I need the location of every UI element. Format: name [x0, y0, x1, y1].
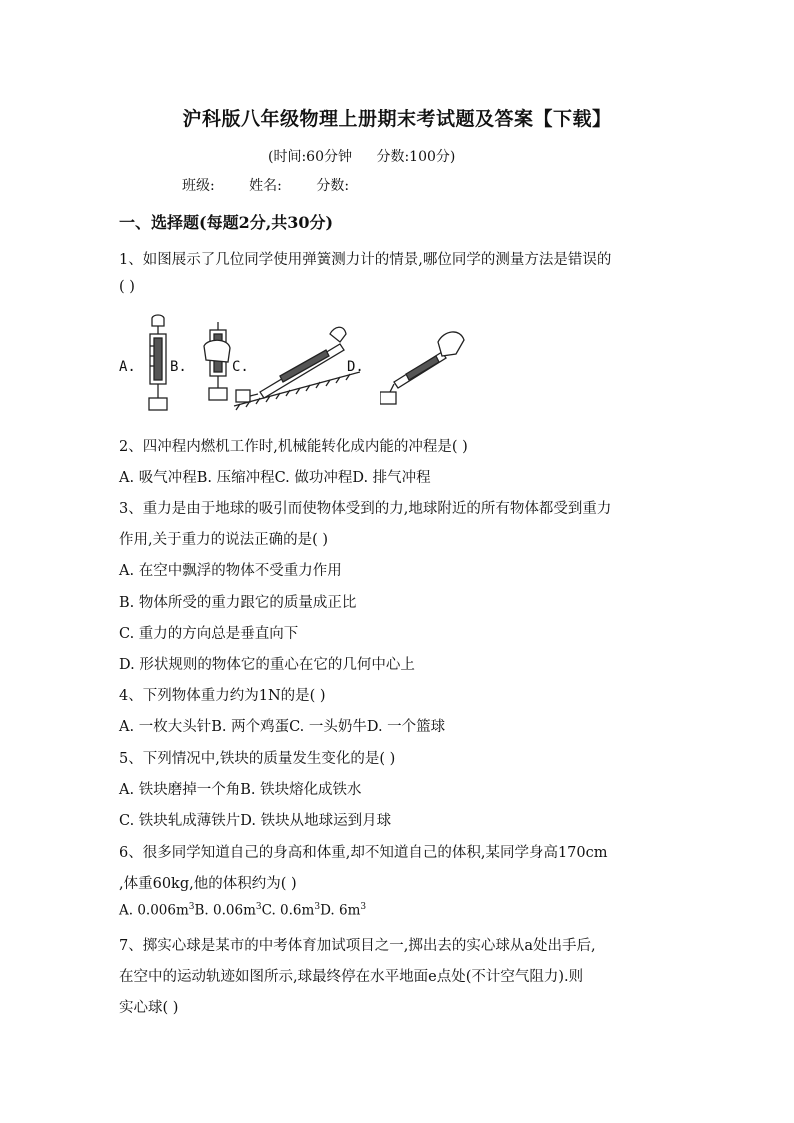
q5-stem: 5、下列情况中,铁块的质量发生变化的是( ) — [119, 751, 396, 767]
q5-options-line1: A. 铁块磨掉一个角B. 铁块熔化成铁水 — [119, 782, 362, 798]
figure-c-illustration — [234, 327, 360, 410]
q6-options — [119, 902, 366, 919]
exam-meta — [268, 146, 455, 166]
q7-stem-line1: 7、掷实心球是某市的中考体育加试项目之一,掷出去的实心球从a处出手后, — [119, 938, 596, 954]
q4-stem: 4、下列物体重力约为1N的是( ) — [119, 688, 326, 704]
figure-label-c: C. — [232, 359, 249, 375]
q7-stem-line3: 实心球( ) — [119, 1000, 179, 1016]
figure-d-illustration — [380, 312, 480, 412]
q7-stem-line2: 在空中的运动轨迹如图所示,球最终停在水平地面e点处(不计空气阻力).则 — [119, 969, 584, 985]
q3-option-d: D. 形状规则的物体它的重心在它的几何中心上 — [119, 657, 415, 673]
q6-exponent-a: 3 — [188, 902, 195, 912]
q6-stem-line1: 6、很多同学知道自己的身高和体重,却不知道自己的体积,某同学身高170cm — [119, 845, 608, 861]
q3-option-a: A. 在空中飘浮的物体不受重力作用 — [119, 563, 342, 579]
q3-option-c: C. 重力的方向总是垂直向下 — [119, 626, 299, 642]
q6-option-d: D. 6m — [320, 902, 361, 919]
q6-exponent-c: 3 — [314, 902, 321, 912]
q1-stem-line1: 1、如图展示了几位同学使用弹簧测力计的情景,哪位同学的测量方法是错误的 — [119, 252, 612, 268]
q3-option-b: B. 物体所受的重力跟它的质量成正比 — [119, 595, 357, 611]
student-fields — [182, 175, 349, 195]
q2-options: A. 吸气冲程B. 压缩冲程C. 做功冲程D. 排气冲程 — [119, 470, 431, 486]
q3-stem-line1: 3、重力是由于地球的吸引而使物体受到的力,地球附近的所有物体都受到重力 — [119, 501, 612, 517]
q1-stem-line2: ( ) — [119, 279, 135, 295]
page-title: 沪科版八年级物理上册期末考试题及答案【下载】 — [182, 108, 612, 130]
q6-option-c: C. 0.6m — [261, 902, 315, 919]
name-field-label: 姓名: — [249, 178, 282, 194]
score-field-label: 分数: — [316, 178, 350, 194]
figure-label-b: B. — [170, 359, 187, 375]
q6-stem-line2: ,体重60kg,他的体积约为( ) — [119, 876, 297, 892]
figure-label-a: A. — [119, 359, 136, 375]
q3-stem-line2: 作用,关于重力的说法正确的是( ) — [119, 532, 329, 548]
q6-option-a: A. 0.006m — [119, 902, 189, 919]
exam-score: 分数:100分) — [376, 149, 456, 165]
class-field-label: 班级: — [182, 178, 215, 194]
q5-options-line2: C. 铁块轧成薄铁片D. 铁块从地球运到月球 — [119, 813, 392, 829]
q6-exponent-b: 3 — [255, 902, 262, 912]
q2-stem: 2、四冲程内燃机工作时,机械能转化成内能的冲程是( ) — [119, 439, 468, 455]
figure-b-illustration — [204, 322, 230, 400]
q6-option-b: B. 0.06m — [194, 902, 256, 919]
figure-label-d: D. — [347, 359, 364, 375]
figure-a-illustration — [149, 315, 167, 410]
exam-time: (时间:60分钟 — [268, 149, 352, 165]
q4-options: A. 一枚大头针B. 两个鸡蛋C. 一头奶牛D. 一个篮球 — [119, 719, 446, 735]
q6-exponent-d: 3 — [360, 902, 367, 912]
section-heading: 一、选择题(每题2分,共30分) — [119, 213, 334, 232]
